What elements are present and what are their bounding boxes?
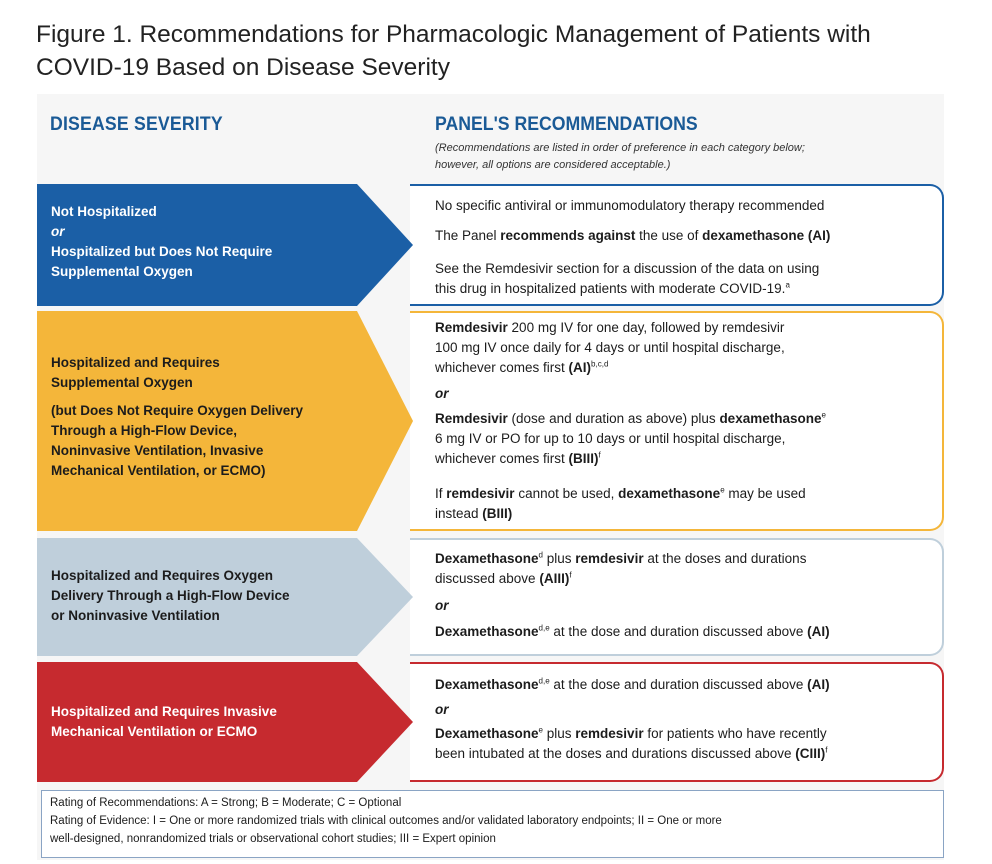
rec-bold: (AIII) <box>539 571 570 586</box>
rec-text: See the Remdesivir section for a discussion of the data on using <box>435 261 820 276</box>
severity-or: or <box>51 224 65 239</box>
rec-or: or <box>435 386 449 401</box>
severity-line: Noninvasive Ventilation, Invasive <box>51 443 264 458</box>
rec-row-2-a <box>435 318 940 378</box>
figure-title-line-2: COVID-19 Based on Disease Severity <box>36 54 450 81</box>
rec-sup: e <box>821 410 826 420</box>
severity-line: or Noninvasive Ventilation <box>51 608 220 623</box>
rec-bold: Dexamethasone <box>435 677 539 692</box>
rec-row-3-a <box>435 549 940 589</box>
severity-block-supplemental-oxygen <box>37 311 415 531</box>
rec-row-2-b <box>435 409 940 469</box>
rec-sup: f <box>825 745 828 755</box>
rec-row-2-c <box>435 484 940 524</box>
rec-bold: remdesivir <box>446 486 515 501</box>
rec-bold: (CIII) <box>795 746 826 761</box>
severity-text-row-3 <box>51 566 290 626</box>
rec-bold: remdesivir <box>575 726 644 741</box>
rec-bold: (AI) <box>568 360 592 375</box>
rec-text: cannot be used, <box>514 486 619 501</box>
recommendations-note <box>435 140 925 174</box>
severity-line: Mechanical Ventilation or ECMO <box>51 724 258 739</box>
rec-bold: dexamethasone (AI) <box>702 228 831 243</box>
severity-line: Delivery Through a High-Flow Device <box>51 588 290 603</box>
rec-text: plus <box>543 551 576 566</box>
severity-line: Supplemental Oxygen <box>51 264 193 279</box>
rec-bold: dexamethasone <box>618 486 721 501</box>
note-line-2: however, all options are considered acceptable.) <box>435 159 671 171</box>
rec-sup: d <box>538 550 543 560</box>
severity-block-not-hospitalized <box>37 184 415 306</box>
rec-row-1-a: No specific antiviral or immunomodulatory therapy recommended <box>435 198 825 213</box>
disease-severity-header: DISEASE SEVERITY <box>50 114 223 135</box>
rec-text: The Panel <box>435 228 501 243</box>
figure-title <box>36 18 951 84</box>
note-line-1: (Recommendations are listed in order of preference in each category below; <box>435 142 805 154</box>
rating-evidence-line-2: well-designed, nonrandomized trials or observational cohort studies; III = Expert opinion <box>50 833 496 845</box>
rec-text: at the dose and duration discussed above <box>549 624 808 639</box>
rec-row-4-a <box>435 675 940 695</box>
rec-text: 200 mg IV for one day, followed by remdesivir <box>507 320 785 335</box>
rec-sup: e <box>720 485 725 495</box>
severity-line: Hospitalized but Does Not Require <box>51 244 273 259</box>
rec-sup: e <box>538 725 543 735</box>
rec-bold: Remdesivir <box>435 411 508 426</box>
severity-line: Mechanical Ventilation, or ECMO) <box>51 463 266 478</box>
rec-row-3-b <box>435 622 940 642</box>
rec-bold: Dexamethasone <box>435 624 539 639</box>
severity-text-row-4 <box>51 702 277 742</box>
rec-text: 100 mg IV once daily for 4 days or until hospital discharge, <box>435 340 785 355</box>
severity-line: (but Does Not Require Oxygen Delivery <box>51 403 304 418</box>
severity-block-invasive-ventilation <box>37 662 415 782</box>
rec-row-4-b <box>435 724 940 764</box>
rec-text: at the dose and duration discussed above <box>549 677 808 692</box>
rec-bold: (BIII) <box>568 451 599 466</box>
rec-row-2-or <box>435 384 940 404</box>
severity-line: Not Hospitalized <box>51 204 157 219</box>
rec-text: been intubated at the doses and durations discussed above <box>435 746 796 761</box>
rec-bold: (BIII) <box>482 506 513 521</box>
rec-text: at the doses and durations <box>643 551 807 566</box>
severity-text-row-1 <box>51 202 272 282</box>
rec-sup: f <box>598 450 601 460</box>
rec-sup: b,c,d <box>591 359 609 369</box>
rec-bold: remdesivir <box>575 551 644 566</box>
rating-evidence-line-1: Rating of Evidence: I = One or more randomized trials with clinical outcomes and/or validated laboratory endpoints; II = One or more <box>50 815 722 827</box>
rec-text: instead <box>435 506 483 521</box>
rec-or: or <box>435 598 449 613</box>
rec-sup: d,e <box>538 676 550 686</box>
severity-line: Through a High-Flow Device, <box>51 423 238 438</box>
rec-text: (dose and duration as above) plus <box>507 411 720 426</box>
rec-row-3-or <box>435 596 940 616</box>
rec-row-4-or <box>435 700 940 720</box>
recommendations-header: PANEL'S RECOMMENDATIONS <box>435 114 698 135</box>
rec-bold: (AI) <box>807 624 830 639</box>
rec-text: If <box>435 486 447 501</box>
rec-bold: Dexamethasone <box>435 551 539 566</box>
rec-sup: a <box>785 280 790 290</box>
rec-sup: d,e <box>538 623 550 633</box>
rec-text: discussed above <box>435 571 540 586</box>
severity-line: Hospitalized and Requires <box>51 355 220 370</box>
figure-title-line-1: Figure 1. Recommendations for Pharmacologic Management of Patients with <box>36 21 871 48</box>
rec-text: whichever comes first <box>435 360 569 375</box>
rating-recommendations: Rating of Recommendations: A = Strong; B = Moderate; C = Optional <box>50 797 402 809</box>
rec-text: whichever comes first <box>435 451 569 466</box>
severity-line: Hospitalized and Requires Oxygen <box>51 568 274 583</box>
rec-row-1-b <box>435 226 940 246</box>
rec-bold: dexamethasone <box>719 411 822 426</box>
rec-text: for patients who have recently <box>643 726 827 741</box>
rec-bold: (AI) <box>807 677 830 692</box>
rec-text: the use of <box>635 228 703 243</box>
rec-text: may be used <box>724 486 806 501</box>
rec-text: this drug in hospitalized patients with moderate COVID-19. <box>435 281 786 296</box>
rec-bold: recommends against <box>500 228 636 243</box>
severity-line: Hospitalized and Requires Invasive <box>51 704 277 719</box>
rec-or: or <box>435 702 449 717</box>
severity-text-row-2 <box>51 353 303 481</box>
rec-text: plus <box>543 726 576 741</box>
rating-legend <box>41 790 944 858</box>
severity-line: Supplemental Oxygen <box>51 375 193 390</box>
severity-block-high-flow <box>37 538 415 656</box>
rec-sup: f <box>569 570 572 580</box>
rec-text: 6 mg IV or PO for up to 10 days or until hospital discharge, <box>435 431 786 446</box>
rec-bold: Remdesivir <box>435 320 508 335</box>
rec-bold: Dexamethasone <box>435 726 539 741</box>
rec-row-1-c <box>435 259 940 299</box>
